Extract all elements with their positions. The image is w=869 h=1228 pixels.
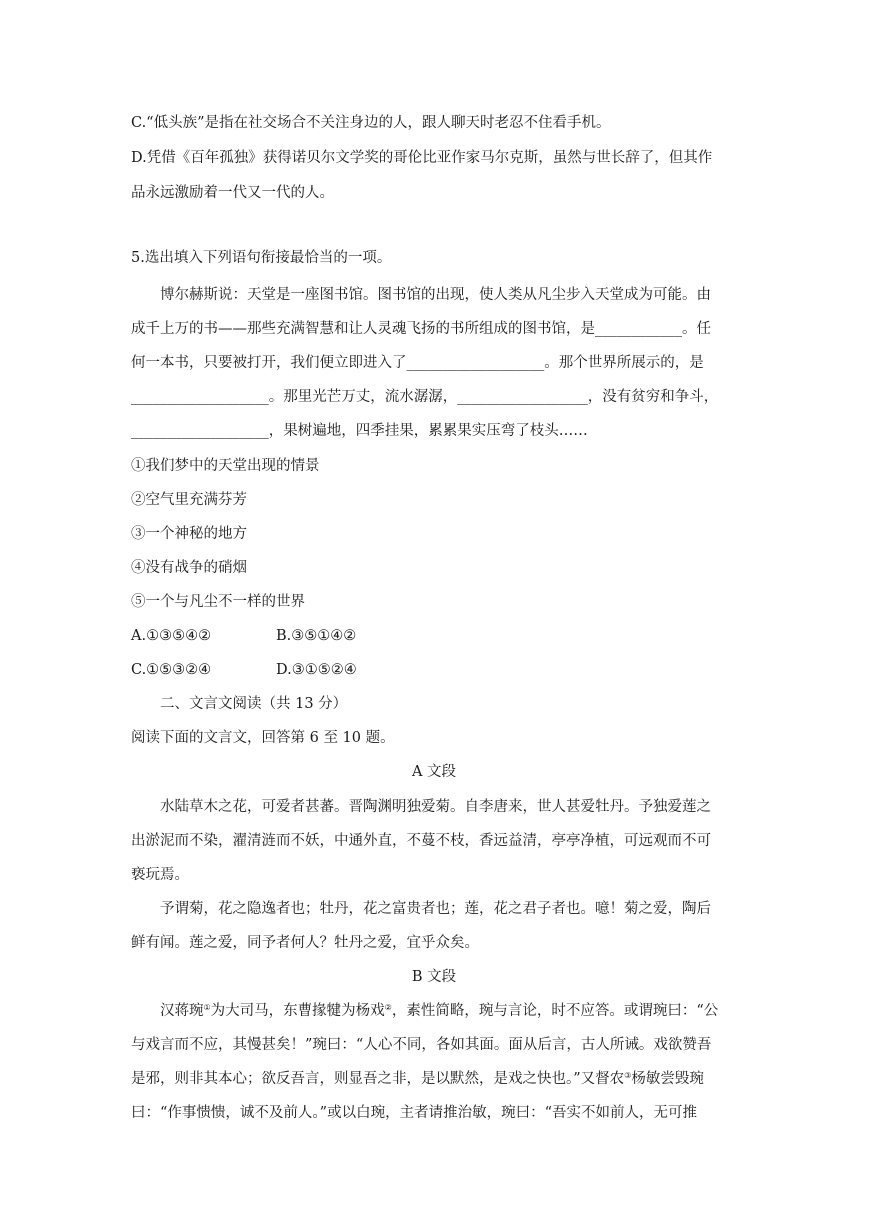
footnote-marker: ③	[624, 1071, 632, 1080]
section2-instruction: 阅读下面的文言文，回答第 6 至 10 题。	[131, 730, 395, 746]
passage-a-title: A 文段	[411, 764, 457, 780]
q5-choice-d: D.③①⑤②④	[276, 662, 357, 678]
passage-a-line: 亵玩焉。	[131, 867, 189, 883]
q5-choice-row-1	[131, 626, 357, 646]
q5-choice-a: A.①③⑤④②	[131, 628, 212, 644]
passage-b-line-2: 与戏言而不应，其慢甚矣！”琬曰：“人心不同，各如其面。面从后言，古人所诫。戏欲赞吾	[131, 1037, 712, 1053]
q5-item: ⑤一个与凡尘不一样的世界	[131, 594, 305, 610]
q5-item: ②空气里充满芬芳	[131, 492, 247, 508]
q5-choice-c: C.①⑤③②④	[131, 662, 212, 678]
q5-passage-line: 何一本书，只要被打开，我们便立即进入了___________________。那个世界所展示的，是	[131, 355, 704, 371]
q4-option-d-line2: 品永远激励着一代又一代的人。	[131, 185, 334, 201]
q5-item: ③一个神秘的地方	[131, 526, 247, 542]
q4-option-c: C.“低头族”是指在社交场合不关注身边的人，跟人聊天时老忍不住看手机。	[131, 115, 611, 131]
passage-a-line: 予谓菊，花之隐逸者也；牡丹，花之富贵者也；莲，花之君子者也。噫！菊之爱，陶后	[160, 901, 711, 917]
q5-passage-line: ___________________。那里光芒万丈，流水潺潺，__________________，没有贫穷和争斗，	[131, 389, 719, 405]
q5-choice-row-2	[131, 660, 357, 680]
footnote-marker: ①	[203, 1003, 211, 1012]
passage-b-line-3	[131, 1069, 704, 1089]
passage-b-text: 是邪，则非其本心；欲反吾言，则显吾之非，是以默然，是戏之快也。”又督农	[131, 1071, 625, 1087]
q5-item: ①我们梦中的天堂出现的情景	[131, 458, 320, 474]
section2-heading: 二、文言文阅读（共 13 分）	[160, 696, 348, 712]
q5-choice-b: B.③⑤①④②	[276, 628, 357, 644]
passage-b-text: 杨敏尝毁琬	[631, 1071, 704, 1087]
passage-b-line-4: 曰：“作事愦愦，诚不及前人。”或以白琬，主者请推治敏，琬曰：“吾实不如前人，无可推	[131, 1105, 697, 1121]
q5-stem: 5.选出填入下列语句衔接最恰当的一项。	[131, 250, 392, 266]
footnote-marker: ②	[384, 1003, 392, 1012]
passage-b-text: ，素性简略，琬与言论，时不应答。或谓琬曰：“公	[391, 1003, 719, 1019]
passage-a-line: 出淤泥而不染，濯清涟而不妖，中通外直，不蔓不枝，香远益清，亭亭净植，可远观而不可	[131, 833, 711, 849]
passage-a-line: 鲜有闻。莲之爱，同予者何人？牡丹之爱，宜乎众矣。	[131, 935, 479, 951]
passage-b-title: B 文段	[411, 969, 457, 985]
passage-b-text: 汉蒋琬	[160, 1003, 204, 1019]
q5-passage-line: 博尔赫斯说：天堂是一座图书馆。图书馆的出现，使人类从凡尘步入天堂成为可能。由	[160, 287, 711, 303]
passage-b-line-1	[160, 1001, 718, 1021]
q5-passage-line: 成千上万的书——那些充满智慧和让人灵魂飞扬的书所组成的图书馆，是____________。任	[131, 321, 711, 337]
q5-passage-line: ___________________，果树遍地，四季挂果，累累果实压弯了枝头……	[131, 423, 588, 439]
q5-item: ④没有战争的硝烟	[131, 560, 247, 576]
q4-option-d-line1: D.凭借《百年孤独》获得诺贝尔文学奖的哥伦比亚作家马尔克斯，虽然与世长辞了，但其作	[131, 150, 713, 166]
passage-b-text: 为大司马，东曹掾犍为杨戏	[210, 1003, 385, 1019]
passage-a-line: 水陆草木之花，可爱者甚蕃。晋陶渊明独爱菊。自李唐来，世人甚爱牡丹。予独爱莲之	[160, 799, 711, 815]
